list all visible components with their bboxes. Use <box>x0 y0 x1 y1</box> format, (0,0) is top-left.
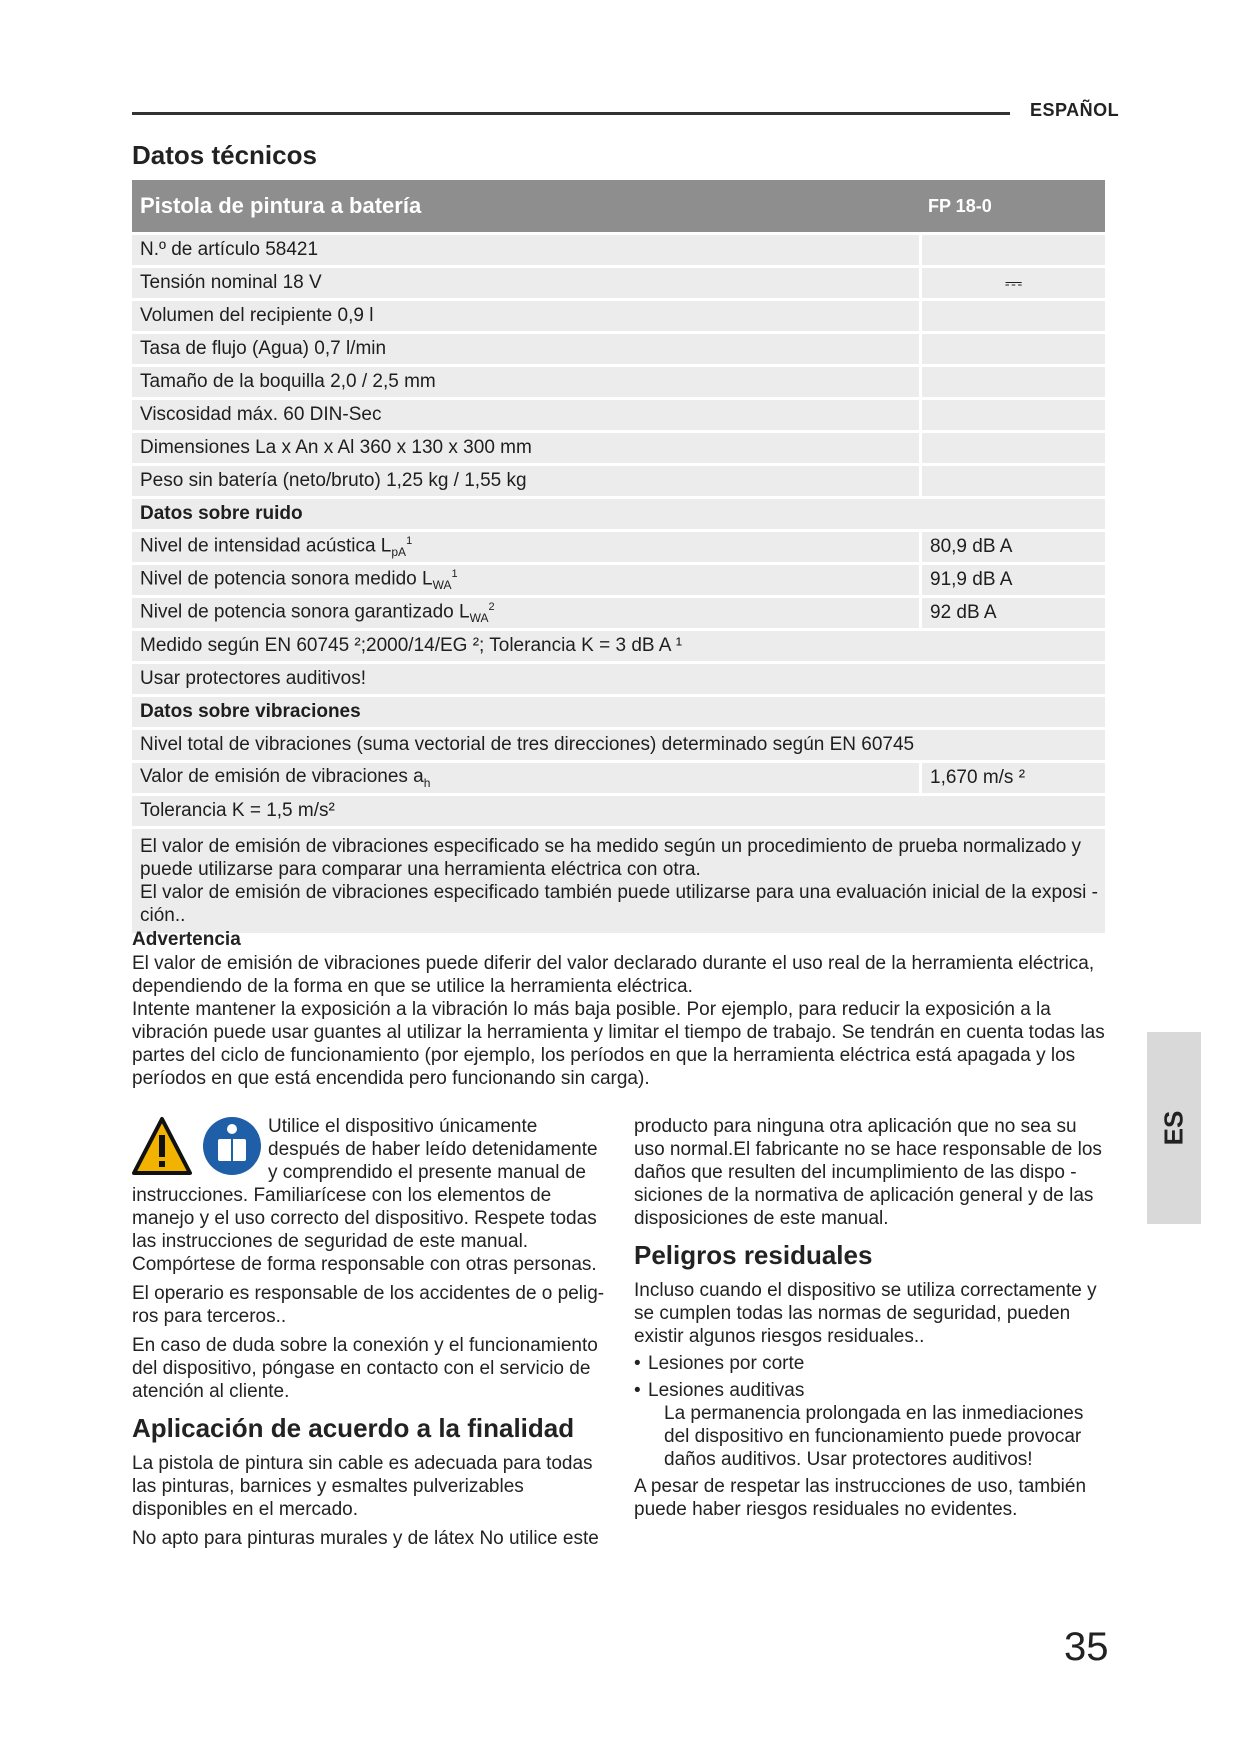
superscript: 1 <box>451 567 458 580</box>
vibration-notes <box>132 835 1105 927</box>
spec-label: Nivel total de vibraciones (suma vectorial de tres direcciones) determinado según EN 60745 <box>140 734 915 755</box>
section-title: Datos sobre ruido <box>140 503 303 524</box>
section-title: Datos sobre vibraciones <box>140 701 361 722</box>
spec-table <box>132 180 1105 933</box>
spec-label: Viscosidad máx. 60 DIN-Sec <box>140 404 382 425</box>
table-row <box>132 268 1105 298</box>
subscript: WA <box>469 611 489 626</box>
spec-label: Tamaño de la boquilla 2,0 / 2,5 mm <box>140 371 436 392</box>
spec-value <box>919 334 1105 364</box>
label-text: Nivel de potencia sonora garantizado L <box>140 601 470 623</box>
spec-value: 91,9 dB A <box>919 565 1105 595</box>
table-row <box>132 466 1105 496</box>
model-name: FP 18-0 <box>928 195 992 216</box>
spec-label <box>132 568 916 592</box>
table-row <box>132 235 1105 265</box>
spec-value <box>919 301 1105 331</box>
list-item-label: Lesiones auditivas <box>648 1380 805 1401</box>
list-item-note: La permanencia prolongada en las inmediaciones del dispositivo en funcionamiento puede provocar daños auditivos. Usar protectores auditivos! <box>664 1403 1084 1470</box>
warning-triangle-icon <box>132 1115 268 1179</box>
spec-label: Volumen del recipiente 0,9 l <box>140 305 374 326</box>
superscript: 1 <box>406 534 413 547</box>
table-row <box>132 796 1105 826</box>
language-side-tab <box>1147 1032 1201 1224</box>
spec-value: 92 dB A <box>919 598 1105 628</box>
paragraph: producto para ninguna otra aplicación que no sea su uso normal.El fabricante no se hace responsable de los daños que resulten del incumplimiento de las dispo - siciones de la normativa de aplicación general y de las disposiciones de este manual. <box>634 1116 1102 1229</box>
spec-label: Dimensiones La x An x Al 360 x 130 x 300 mm <box>140 437 532 458</box>
list-item: • Lesiones por corte <box>634 1352 1104 1375</box>
product-name: Pistola de pintura a batería <box>140 193 422 218</box>
dc-symbol-icon: ⎓ <box>919 268 1105 298</box>
spec-value <box>919 367 1105 397</box>
note-text: El valor de emisión de vibraciones especificado también puede utilizarse para una evaluación inicial de la exposi - ción.. <box>140 882 1098 926</box>
paragraph: El operario es responsable de los accidentes de o pelig- ros para terceros.. <box>132 1283 605 1327</box>
header-rule <box>132 112 1010 115</box>
spec-label <box>132 766 916 790</box>
table-row <box>132 598 1105 628</box>
spec-value: 1,670 m/s ² <box>919 763 1105 793</box>
paragraph: En caso de duda sobre la conexión y el funcionamiento del dispositivo, póngase en contacto con el servicio de atención al cliente. <box>132 1335 598 1402</box>
table-row <box>132 367 1105 397</box>
language-label: ESPAÑOL <box>1030 100 1120 120</box>
spec-label <box>132 535 916 559</box>
table-row <box>132 301 1105 331</box>
risk-list <box>634 1352 1104 1471</box>
subscript: WA <box>432 578 452 593</box>
page-number: 35 <box>1064 1625 1109 1669</box>
spec-label: Tasa de flujo (Agua) 0,7 l/min <box>140 338 387 359</box>
warning-title: Advertencia <box>132 929 241 950</box>
subscript: h <box>423 775 431 790</box>
spec-label: N.º de artículo 58421 <box>140 239 319 260</box>
spec-label: Tensión nominal 18 V <box>140 272 322 293</box>
paragraph: Intente mantener la exposición a la vibración lo más baja posible. Por ejemplo, para reducir la exposición a la vibración puede usar guantes al utilizar la herramienta y limitar el tiempo de trabajo. Se tendrán en cuenta todas las partes del ciclo de funcionamiento (por ejemplo, los períodos en que la herramienta eléctrica está apagada y los períodos en que está encendida pero funcionando sin carga). <box>132 999 1105 1089</box>
spec-label: Tolerancia K = 1,5 m/s² <box>140 800 335 821</box>
spec-value <box>919 235 1105 265</box>
table-row <box>132 334 1105 364</box>
spec-value <box>919 433 1105 463</box>
safety-icons <box>132 1115 268 1179</box>
left-column <box>132 1115 612 1550</box>
page-title: Datos técnicos <box>132 140 317 170</box>
label-text: Nivel de intensidad acústica L <box>140 535 392 557</box>
spec-value <box>919 400 1105 430</box>
label-text: Nivel de potencia sonora medido L <box>140 568 433 590</box>
vibration-section-header <box>132 697 1105 727</box>
spec-label: Usar protectores auditivos! <box>140 668 366 689</box>
paragraph: Utilice el dispositivo únicamente después de haber leído detenidamente y comprendido el presente manual de instrucciones. Familiarícese con los elementos de manejo y el uso correcto del dispositivo. Respete todas las instrucciones de seguridad de este manual. Compórtese de forma responsable con otras personas. <box>132 1116 598 1275</box>
table-row <box>132 433 1105 463</box>
subscript: pA <box>391 545 407 560</box>
warning-body <box>132 952 1112 1090</box>
spec-label: Medido según EN 60745 ²;2000/14/EG ²; Tolerancia K = 3 dB A ¹ <box>140 635 683 656</box>
label-text: Valor de emisión de vibraciones a <box>140 766 424 788</box>
spec-table-header <box>132 180 1105 232</box>
table-row <box>132 730 1105 760</box>
paragraph: A pesar de respetar las instrucciones de uso, también puede haber riesgos residuales no evidentes. <box>634 1476 1087 1520</box>
table-row <box>132 565 1105 595</box>
noise-section-header <box>132 499 1105 529</box>
list-item <box>634 1379 1104 1471</box>
paragraph: El valor de emisión de vibraciones puede diferir del valor declarado durante el uso real de la herramienta eléctrica, dependiendo de la forma en que se utilice la herramienta eléctrica. <box>132 953 1095 997</box>
table-row <box>132 763 1105 793</box>
paragraph: Incluso cuando el dispositivo se utiliza correctamente y se cumplen todas las normas de seguridad, pueden existir algunos riesgos residuales.. <box>634 1280 1097 1347</box>
table-row <box>132 400 1105 430</box>
spec-value: 80,9 dB A <box>919 532 1105 562</box>
section-heading: Aplicación de acuerdo a la finalidad <box>132 1413 575 1443</box>
right-column <box>634 1115 1104 1521</box>
table-row <box>132 532 1105 562</box>
paragraph: La pistola de pintura sin cable es adecuada para todas las pinturas, barnices y esmaltes pulverizables disponibles en el mercado. <box>132 1453 593 1520</box>
spec-value <box>919 466 1105 496</box>
note-text: El valor de emisión de vibraciones especificado se ha medido según un procedimiento de prueba normalizado y puede utilizarse para comparar una herramienta eléctrica con otra. <box>140 836 1082 880</box>
section-heading: Peligros residuales <box>634 1240 873 1270</box>
table-row <box>132 631 1105 661</box>
side-tab-label: ES <box>1158 1110 1189 1146</box>
spec-label: Peso sin batería (neto/bruto) 1,25 kg / 1,55 kg <box>140 470 527 491</box>
superscript: 2 <box>488 600 495 613</box>
paragraph: No apto para pinturas murales y de látex No utilice este <box>132 1528 599 1549</box>
spec-label <box>132 601 916 625</box>
table-row <box>132 829 1105 933</box>
table-row <box>132 664 1105 694</box>
